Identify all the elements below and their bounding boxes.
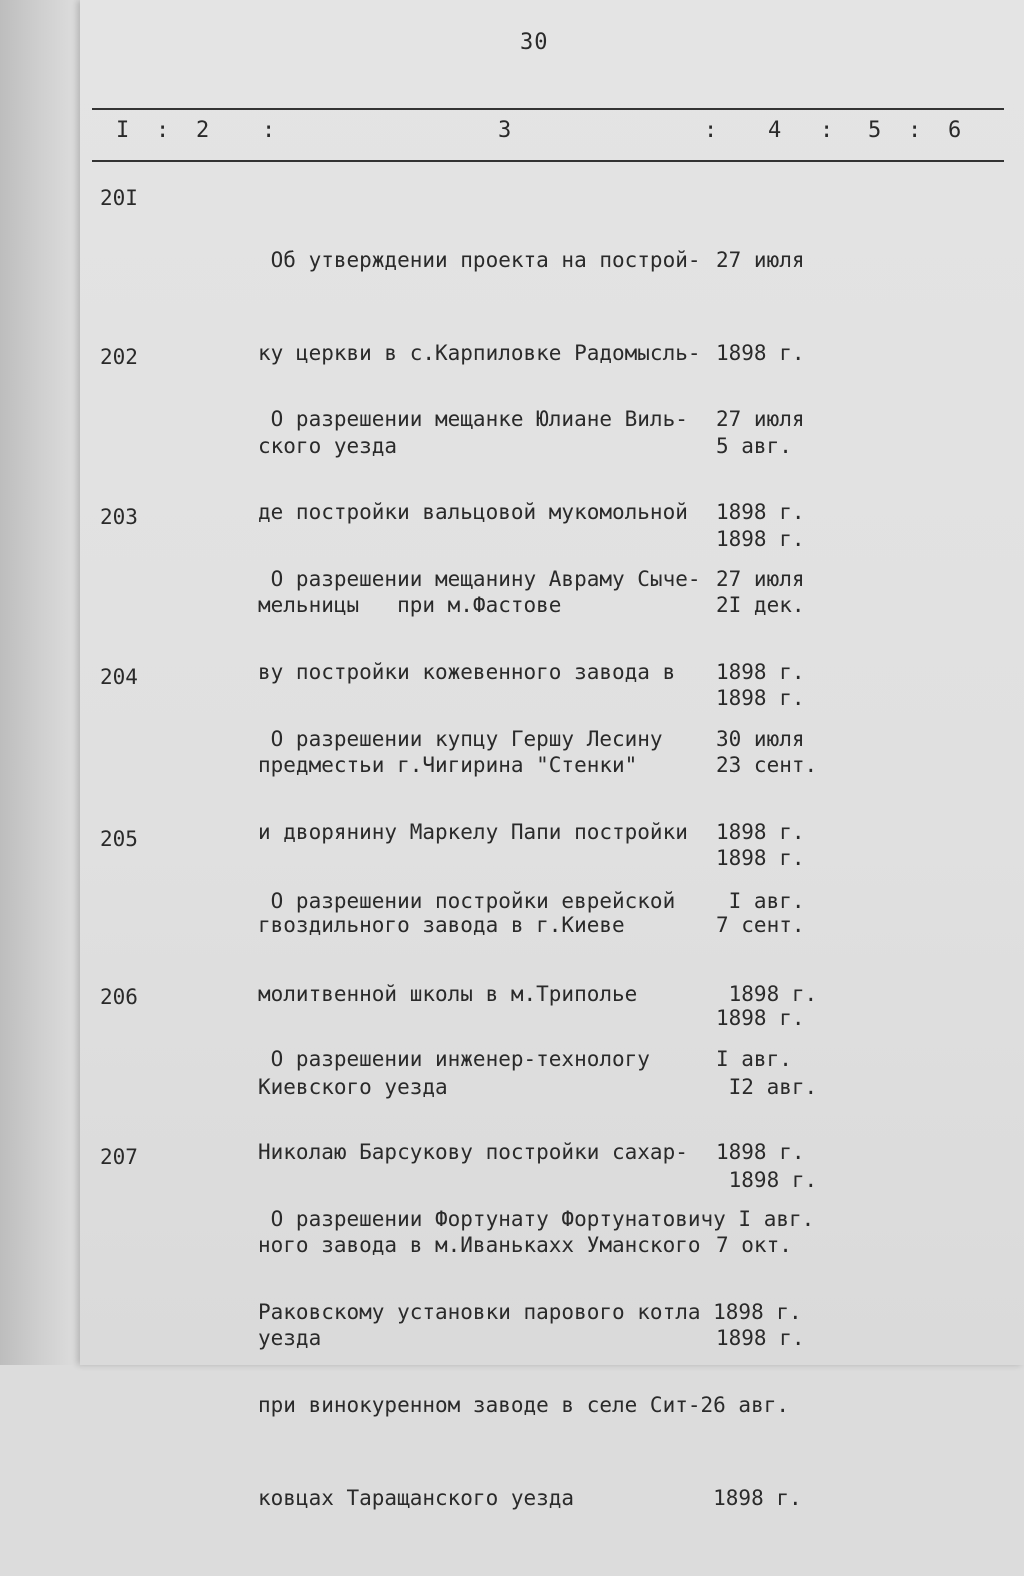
entry-number: 202: [100, 345, 138, 369]
description-line: ву постройки кожевенного завода в: [258, 660, 676, 684]
date-line: 1898 г.: [716, 686, 805, 710]
description-line: молитвенной школы в м.Триполье: [258, 982, 638, 1006]
description-line: предместьи г.Чигирина "Стенки": [258, 753, 638, 777]
description-line: О разрешении мещанке Юлиане Виль-: [258, 407, 688, 431]
page-number: 30: [520, 30, 549, 55]
column-header-row: [92, 118, 1004, 152]
date-line: 27 июля: [716, 248, 805, 272]
column-header-separator: :: [262, 118, 276, 143]
date-line: 27 июля: [716, 567, 805, 591]
date-line: 1898 г.: [716, 846, 805, 870]
description-line: О разрешении постройки еврейской: [258, 889, 676, 913]
column-header-separator: :: [704, 118, 718, 143]
description-line: уезда: [258, 1326, 322, 1350]
description-line: О разрешении инженер-технологу: [258, 1047, 650, 1071]
description-line: де постройки вальцовой мукомольной: [258, 500, 688, 524]
description-line: Киевского уезда: [258, 1075, 448, 1099]
date-line: 1898 г.: [716, 341, 805, 365]
date-line: I авг.: [716, 1047, 792, 1071]
date-line: 1898 г.: [716, 1006, 805, 1030]
description-line: Николаю Барсукову постройки сахар-: [258, 1140, 688, 1164]
date-line: 1898 г.: [716, 1326, 805, 1350]
entry-number: 205: [100, 827, 138, 851]
column-header-4: 4: [768, 118, 782, 143]
column-header-1: I: [116, 118, 130, 143]
entry-number: 206: [100, 985, 138, 1009]
description-line: при винокуренном заводе в селе Сит-26 авг.: [258, 1393, 790, 1417]
entry-number: 203: [100, 505, 138, 529]
header-bottom-rule: [92, 160, 1004, 162]
description-line: ского уезда: [258, 434, 398, 458]
header-top-rule: [92, 108, 1004, 110]
date-line: 1898 г.: [716, 820, 805, 844]
column-header-2: 2: [196, 118, 210, 143]
column-header-3: 3: [498, 118, 512, 143]
description-line: ку церкви в с.Карпиловке Радомысль-: [258, 341, 701, 365]
date-line: 1898 г.: [716, 527, 805, 551]
description-line: Раковскому установки парового котла 1898 г.: [258, 1300, 802, 1324]
entry-description: [258, 1142, 858, 1576]
date-line: 5 авг.: [716, 434, 792, 458]
description-line: О разрешении мещанину Авраму Сыче-: [258, 567, 701, 591]
date-line: I2 авг.: [716, 1075, 818, 1099]
column-header-separator: :: [820, 118, 834, 143]
column-header-6: 6: [948, 118, 962, 143]
description-line: О разрешении купцу Гершу Лесину: [258, 727, 663, 751]
column-header-5: 5: [868, 118, 882, 143]
date-line: 7 окт.: [716, 1233, 792, 1257]
date-line: 1898 г.: [716, 1140, 805, 1164]
description-line: Об утверждении проекта на построй-: [258, 248, 701, 272]
column-header-separator: :: [156, 118, 170, 143]
entry-number: 204: [100, 665, 138, 689]
date-line: 1898 г.: [716, 500, 805, 524]
description-line: гвоздильного завода в г.Киеве: [258, 913, 625, 937]
entry-number: 20I: [100, 186, 138, 210]
date-line: I авг.: [716, 889, 805, 913]
description-line: О разрешении Фортунату Фортунатовичу I авг.: [258, 1207, 815, 1231]
date-line: 23 сент.: [716, 753, 818, 777]
date-line: 1898 г.: [716, 1168, 818, 1192]
description-line: и дворянину Маркелу Папи постройки: [258, 820, 688, 844]
column-header-separator: :: [908, 118, 922, 143]
date-line: 7 сент.: [716, 913, 805, 937]
description-line: ного завода в м.Иванькахх Уманского: [258, 1233, 701, 1257]
date-line: 30 июля: [716, 727, 805, 751]
date-line: 2I дек.: [716, 593, 805, 617]
date-line: 1898 г.: [716, 660, 805, 684]
entry-number: 207: [100, 1145, 138, 1169]
date-line: 1898 г.: [716, 982, 818, 1006]
description-line: ковцах Таращанского уезда 1898 г.: [258, 1486, 802, 1510]
date-line: 27 июля: [716, 407, 805, 431]
description-line: мельницы при м.Фастове: [258, 593, 562, 617]
